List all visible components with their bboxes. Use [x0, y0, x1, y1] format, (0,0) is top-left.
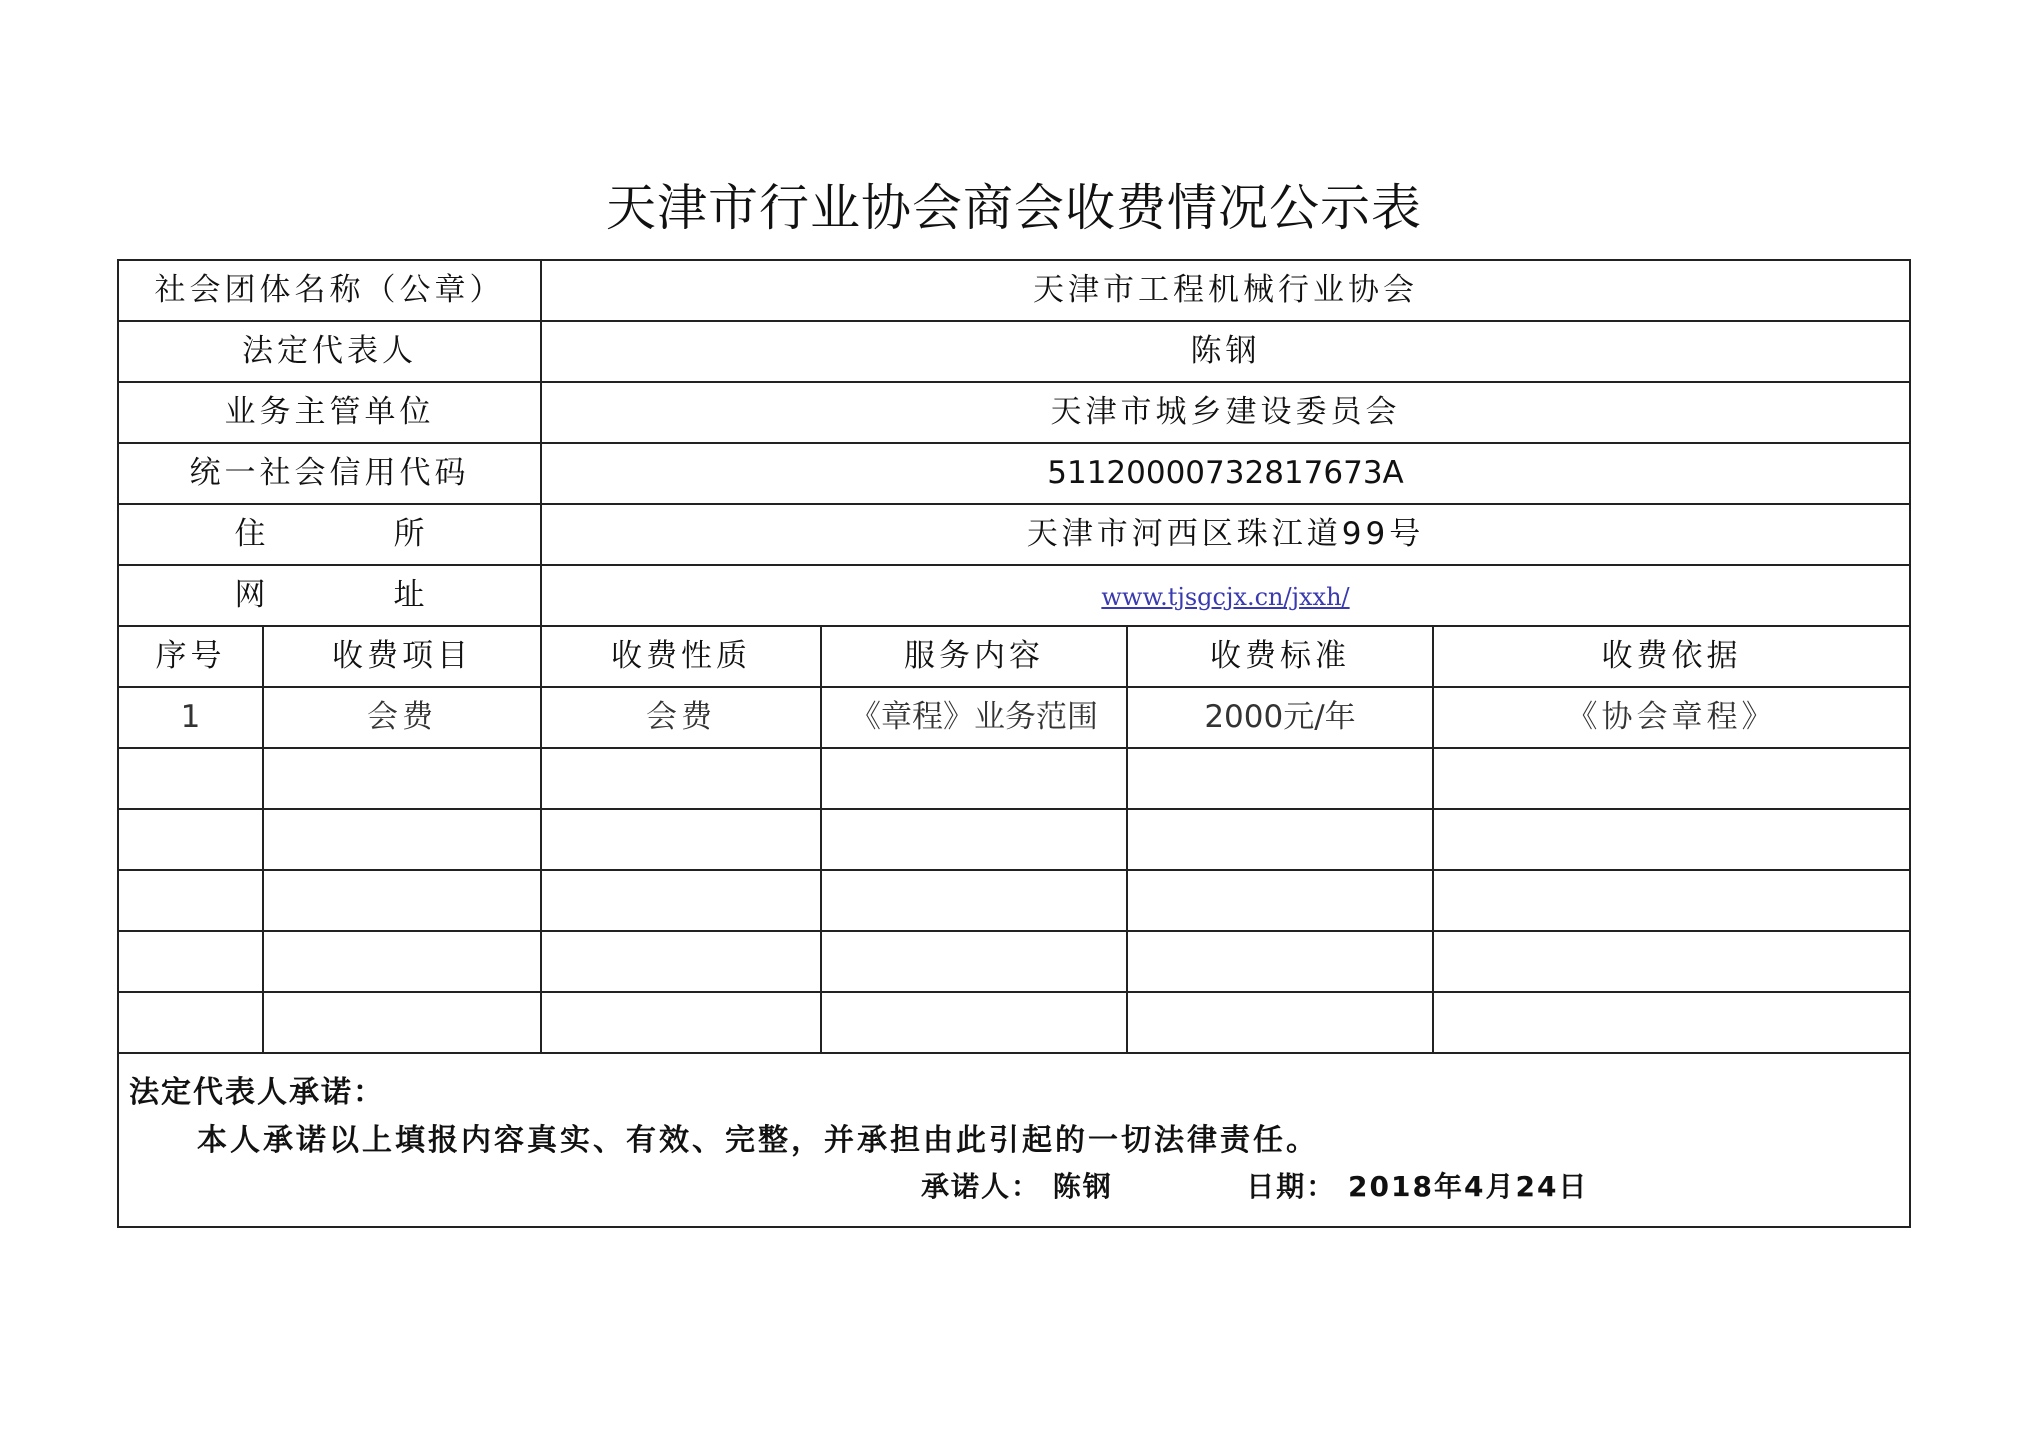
- empty-cell: [541, 809, 821, 870]
- table-row: [118, 687, 1910, 748]
- address-label: [118, 504, 541, 565]
- info-row-address: [118, 504, 1910, 565]
- empty-cell: [118, 748, 263, 809]
- empty-cell: [118, 809, 263, 870]
- website-link[interactable]: www.tjsgcjx.cn/jxxh/: [1101, 583, 1350, 612]
- promise-row: [118, 1053, 1910, 1227]
- supervisor-label: 业务主管单位: [118, 382, 541, 443]
- header-serial: 序号: [118, 626, 263, 687]
- row-fee-nature: 会费: [541, 687, 821, 748]
- empty-cell: [541, 870, 821, 931]
- empty-cell: [821, 870, 1127, 931]
- info-row-legal-rep: [118, 321, 1910, 382]
- empty-cell: [541, 748, 821, 809]
- row-serial: 1: [118, 687, 263, 748]
- empty-cell: [263, 748, 541, 809]
- header-fee-basis: 收费依据: [1433, 626, 1910, 687]
- signer-name: 陈钢: [1052, 1170, 1113, 1203]
- org-name-value: 天津市工程机械行业协会: [541, 260, 1910, 321]
- empty-cell: [821, 809, 1127, 870]
- legal-rep-label: 法定代表人: [118, 321, 541, 382]
- date-value: 2018年4月24日: [1348, 1170, 1589, 1203]
- website-label-text: [235, 578, 425, 612]
- table-row-empty: [118, 931, 1910, 992]
- empty-cell: [1127, 809, 1433, 870]
- empty-cell: [1127, 748, 1433, 809]
- empty-cell: [118, 931, 263, 992]
- header-fee-standard: 收费标准: [1127, 626, 1433, 687]
- info-row-credit-code: [118, 443, 1910, 504]
- empty-cell: [1433, 992, 1910, 1053]
- signer-label: 承诺人：: [921, 1170, 1042, 1203]
- address-value: 天津市河西区珠江道99号: [541, 504, 1910, 565]
- row-fee-item: 会费: [263, 687, 541, 748]
- empty-cell: [1433, 748, 1910, 809]
- promise-title: 法定代表人承诺：: [129, 1075, 385, 1110]
- empty-cell: [263, 870, 541, 931]
- page-title: 天津市行业协会商会收费情况公示表: [606, 179, 1422, 237]
- website-label: [118, 565, 541, 626]
- info-row-website: [118, 565, 1910, 626]
- fee-table-header-row: [118, 626, 1910, 687]
- org-name-label: 社会团体名称（公章）: [118, 260, 541, 321]
- website-label-part1: 网: [234, 577, 394, 614]
- empty-cell: [541, 992, 821, 1053]
- header-fee-nature: 收费性质: [541, 626, 821, 687]
- header-fee-item: 收费项目: [263, 626, 541, 687]
- empty-cell: [118, 992, 263, 1053]
- promise-cell: [118, 1053, 1910, 1227]
- table-row-empty: [118, 809, 1910, 870]
- empty-cell: [1433, 809, 1910, 870]
- empty-cell: [1127, 870, 1433, 931]
- empty-cell: [1433, 870, 1910, 931]
- table-row-empty: [118, 992, 1910, 1053]
- row-fee-basis: 《协会章程》: [1433, 687, 1910, 748]
- empty-cell: [263, 931, 541, 992]
- row-fee-standard: 2000元/年: [1127, 687, 1433, 748]
- address-label-text: [235, 517, 425, 551]
- header-service-content: 服务内容: [821, 626, 1127, 687]
- address-label-part2: 所: [393, 516, 425, 553]
- row-service-content: 《章程》业务范围: [821, 687, 1127, 748]
- website-cell: [541, 565, 1910, 626]
- address-label-part1: 住: [234, 516, 394, 553]
- empty-cell: [541, 931, 821, 992]
- empty-cell: [118, 870, 263, 931]
- website-label-part2: 址: [393, 577, 425, 614]
- table-row-empty: [118, 748, 1910, 809]
- empty-cell: [821, 992, 1127, 1053]
- empty-cell: [821, 748, 1127, 809]
- credit-code-value: 51120000732817673A: [541, 443, 1910, 504]
- legal-rep-value: 陈钢: [541, 321, 1910, 382]
- promise-text: 本人承诺以上填报内容真实、有效、完整，并承担由此引起的一切法律责任。: [197, 1123, 1319, 1158]
- empty-cell: [263, 809, 541, 870]
- info-row-org-name: [118, 260, 1910, 321]
- info-row-supervisor: [118, 382, 1910, 443]
- empty-cell: [821, 931, 1127, 992]
- date-label: 日期：: [1246, 1170, 1337, 1203]
- empty-cell: [263, 992, 541, 1053]
- table-row-empty: [118, 870, 1910, 931]
- supervisor-value: 天津市城乡建设委员会: [541, 382, 1910, 443]
- promise-signature-line: [921, 1172, 1588, 1203]
- empty-cell: [1127, 931, 1433, 992]
- fee-disclosure-table: [117, 259, 1911, 1228]
- empty-cell: [1127, 992, 1433, 1053]
- empty-cell: [1433, 931, 1910, 992]
- credit-code-label: 统一社会信用代码: [118, 443, 541, 504]
